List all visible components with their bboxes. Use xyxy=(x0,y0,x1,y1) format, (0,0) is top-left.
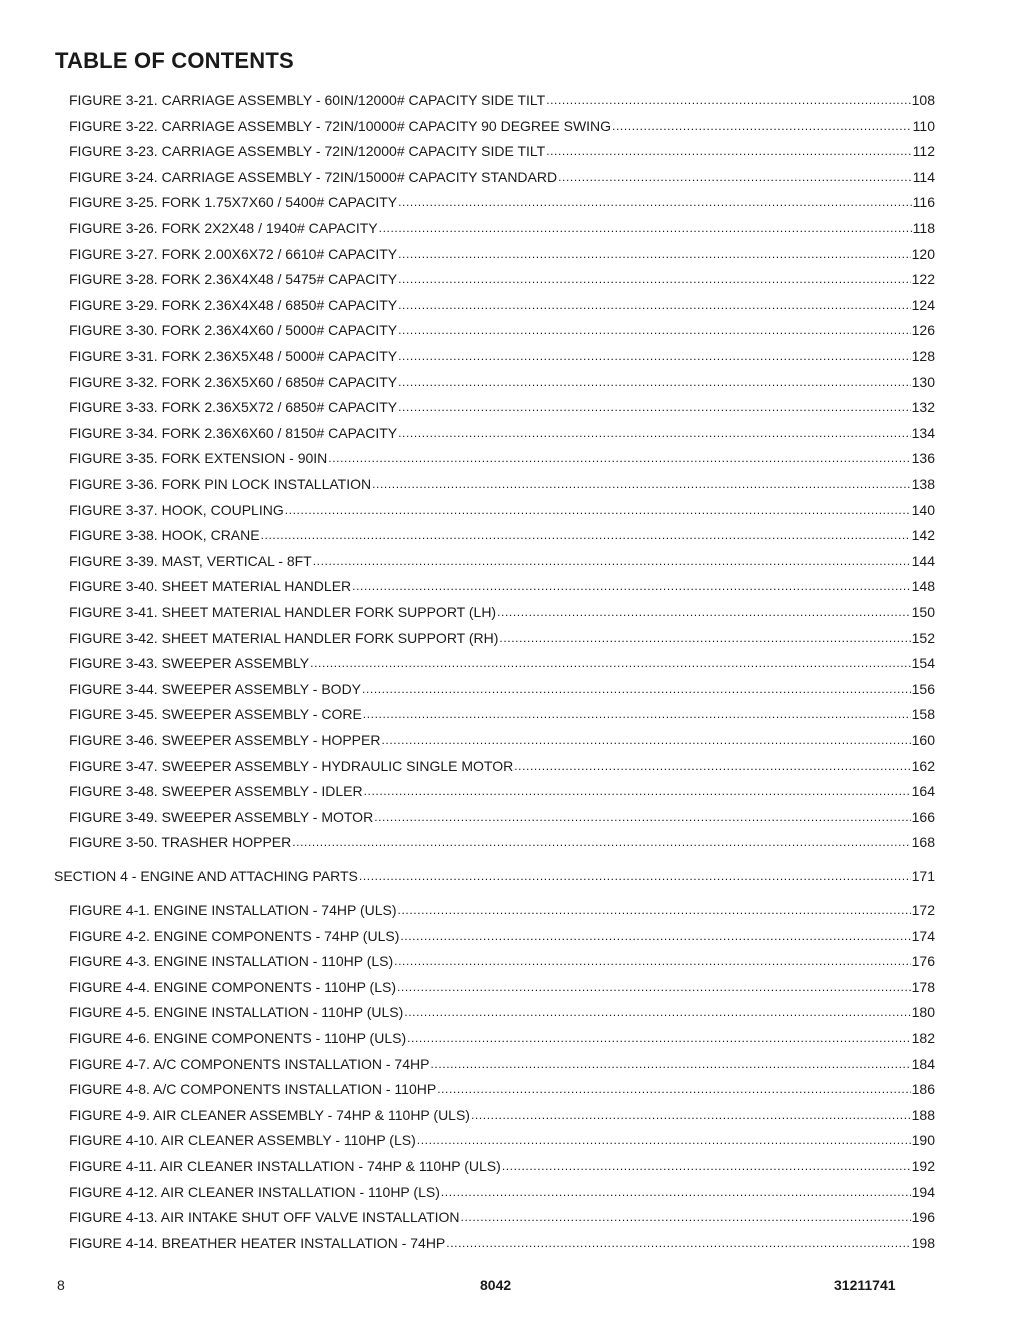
toc-entry-page: 176 xyxy=(911,953,935,970)
toc-entry-page: 130 xyxy=(911,373,935,390)
toc-entry-page: 122 xyxy=(911,271,935,288)
toc-entry[interactable] xyxy=(69,91,935,109)
toc-entry-page: 112 xyxy=(912,143,935,160)
toc-entry-label: SECTION 4 - ENGINE AND ATTACHING PARTS xyxy=(54,868,358,885)
toc-entry-page: 144 xyxy=(911,552,935,569)
toc-entry[interactable] xyxy=(69,833,935,851)
toc-entry-page: 174 xyxy=(911,927,935,944)
toc-entry-label: FIGURE 3-50. TRASHER HOPPER xyxy=(69,834,292,851)
toc-entry-label: FIGURE 3-31. FORK 2.36X5X48 / 5000# CAPACITY xyxy=(69,348,398,364)
toc-entry[interactable] xyxy=(69,373,935,391)
toc-entry-label: FIGURE 3-24. CARRIAGE ASSEMBLY - 72IN/15000# CAPACITY STANDARD xyxy=(69,168,558,185)
toc-entry[interactable] xyxy=(69,117,935,135)
toc-entry[interactable] xyxy=(69,398,935,416)
toc-entry-page: 142 xyxy=(911,527,935,544)
toc-entry-page: 180 xyxy=(911,1004,935,1021)
dot-leader xyxy=(400,926,910,945)
toc-entry-label: FIGURE 3-41. SHEET MATERIAL HANDLER FORK SUPPORT (LH) xyxy=(69,604,497,620)
toc-entry-page: 124 xyxy=(911,296,935,313)
toc-entry[interactable] xyxy=(69,142,935,160)
toc-entry[interactable] xyxy=(69,1106,935,1124)
toc-entry[interactable] xyxy=(69,1080,935,1098)
toc-entry-label: FIGURE 3-43. SWEEPER ASSEMBLY xyxy=(69,655,310,672)
toc-entry-page: 136 xyxy=(911,450,935,467)
dot-leader xyxy=(446,1233,910,1252)
toc-entry[interactable] xyxy=(69,168,935,186)
toc-entry[interactable] xyxy=(69,296,935,314)
dot-leader xyxy=(313,551,911,570)
toc-entry[interactable] xyxy=(69,782,935,800)
toc-entry-label: FIGURE 4-3. ENGINE INSTALLATION - 110HP (LS) xyxy=(69,953,394,970)
dot-leader xyxy=(499,628,910,647)
toc-entry[interactable] xyxy=(69,1208,935,1226)
toc-entry-label: FIGURE 3-29. FORK 2.36X4X48 / 6850# CAPACITY xyxy=(69,296,398,313)
toc-entry[interactable] xyxy=(69,270,935,288)
dot-leader xyxy=(398,423,911,442)
toc-entry-label: FIGURE 4-14. BREATHER HEATER INSTALLATION - 74HP xyxy=(69,1234,446,1251)
dot-leader xyxy=(398,346,911,365)
toc-entry-page: 188 xyxy=(911,1106,935,1123)
toc-entry-page: 120 xyxy=(911,245,935,262)
dot-leader xyxy=(461,1207,911,1226)
toc-entry-label: FIGURE 3-37. HOOK, COUPLING xyxy=(69,501,284,518)
toc-entry-label: FIGURE 4-2. ENGINE COMPONENTS - 74HP (ULS) xyxy=(69,927,400,944)
toc-entry-page: 126 xyxy=(911,322,935,339)
toc-entry-label: FIGURE 3-47. SWEEPER ASSEMBLY - HYDRAULIC SINGLE MOTOR xyxy=(69,757,514,774)
toc-entry-label: FIGURE 3-49. SWEEPER ASSEMBLY - MOTOR xyxy=(69,808,374,825)
toc-entry[interactable] xyxy=(69,705,935,723)
toc-entry-label: FIGURE 3-27. FORK 2.00X6X72 / 6610# CAPACITY xyxy=(69,245,398,262)
dot-leader xyxy=(328,448,910,467)
footer-part-number: 31211741 xyxy=(834,1277,896,1293)
toc-entry-page: 168 xyxy=(911,834,935,851)
toc-entry-page: 116 xyxy=(912,194,935,211)
toc-entry-label: FIGURE 3-33. FORK 2.36X5X72 / 6850# CAPACITY xyxy=(69,399,398,416)
toc-entry-label: FIGURE 3-36. FORK PIN LOCK INSTALLATION xyxy=(69,476,372,492)
toc-entry[interactable] xyxy=(69,1234,935,1252)
toc-entry[interactable] xyxy=(69,757,935,775)
dot-leader xyxy=(441,1182,911,1201)
dot-leader xyxy=(407,1028,911,1047)
toc-entry-page: 166 xyxy=(911,808,935,825)
toc-entry[interactable] xyxy=(69,1003,935,1021)
toc-entry-page: 140 xyxy=(911,501,935,518)
toc-entry-label: FIGURE 4-12. AIR CLEANER INSTALLATION - 110HP (LS) xyxy=(69,1183,440,1200)
toc-entry[interactable] xyxy=(69,978,935,996)
dot-leader xyxy=(398,320,911,339)
toc-entry-label: FIGURE 4-13. AIR INTAKE SHUT OFF VALVE INSTALLATION xyxy=(69,1209,460,1226)
toc-entry[interactable] xyxy=(69,1157,935,1175)
toc-entry-page: 194 xyxy=(911,1183,935,1200)
footer-page-number: 8 xyxy=(57,1277,65,1293)
toc-entry-label: FIGURE 3-32. FORK 2.36X5X60 / 6850# CAPACITY xyxy=(69,373,398,390)
toc-entry-label: FIGURE 3-26. FORK 2X2X48 / 1940# CAPACITY xyxy=(69,220,378,236)
toc-entry-page: 152 xyxy=(911,629,935,646)
toc-entry[interactable] xyxy=(69,1183,935,1201)
toc-entry-label: FIGURE 3-39. MAST, VERTICAL - 8FT xyxy=(69,552,312,569)
dot-leader xyxy=(362,679,911,698)
dot-leader xyxy=(417,1130,911,1149)
toc-entry[interactable] xyxy=(69,680,935,698)
toc-entry-page: 114 xyxy=(912,168,935,185)
toc-entry-page: 184 xyxy=(911,1055,935,1072)
dot-leader xyxy=(381,730,910,749)
toc-entry-page: 110 xyxy=(912,117,935,134)
toc-section-entry[interactable] xyxy=(54,867,935,885)
toc-entry[interactable] xyxy=(69,475,935,493)
toc-entry[interactable] xyxy=(69,449,935,467)
dot-leader xyxy=(398,900,911,919)
dot-leader xyxy=(398,192,912,211)
toc-entry[interactable] xyxy=(69,1055,935,1073)
toc-entry-page: 128 xyxy=(911,348,935,364)
dot-leader xyxy=(359,866,911,885)
toc-entry-label: FIGURE 3-23. CARRIAGE ASSEMBLY - 72IN/12000# CAPACITY SIDE TILT xyxy=(69,143,546,160)
dot-leader xyxy=(502,1156,911,1175)
toc-entry-page: 156 xyxy=(911,680,935,697)
toc-entry-label: FIGURE 3-28. FORK 2.36X4X48 / 5475# CAPACITY xyxy=(69,271,398,288)
toc-entry-label: FIGURE 3-22. CARRIAGE ASSEMBLY - 72IN/10000# CAPACITY 90 DEGREE SWING xyxy=(69,117,612,134)
dot-leader xyxy=(292,832,910,851)
toc-entry-label: FIGURE 4-8. A/C COMPONENTS INSTALLATION - 110HP xyxy=(69,1081,437,1098)
toc-entry-page: 138 xyxy=(911,476,935,492)
toc-entry-label: FIGURE 4-11. AIR CLEANER INSTALLATION - 74HP & 110HP (ULS) xyxy=(69,1158,501,1174)
toc-entry-page: 196 xyxy=(911,1209,935,1226)
dot-leader xyxy=(363,704,911,723)
toc-entry-label: FIGURE 3-34. FORK 2.36X6X60 / 8150# CAPACITY xyxy=(69,424,398,441)
toc-entry-page: 198 xyxy=(911,1234,935,1251)
toc-entry-page: 192 xyxy=(911,1158,935,1174)
dot-leader xyxy=(379,218,912,237)
dot-leader xyxy=(394,951,910,970)
toc-entry[interactable] xyxy=(69,526,935,544)
toc-entry-page: 108 xyxy=(911,92,935,108)
toc-entry[interactable] xyxy=(69,193,935,211)
toc-entry-label: FIGURE 3-21. CARRIAGE ASSEMBLY - 60IN/12000# CAPACITY SIDE TILT xyxy=(69,92,546,108)
toc-entry[interactable] xyxy=(69,927,935,945)
toc-entry-page: 154 xyxy=(911,655,935,672)
dot-leader xyxy=(404,1002,910,1021)
dot-leader xyxy=(497,602,911,621)
dot-leader xyxy=(352,576,911,595)
toc-entry-page: 190 xyxy=(911,1132,935,1149)
dot-leader xyxy=(285,500,911,519)
dot-leader xyxy=(471,1105,911,1124)
dot-leader xyxy=(374,807,910,826)
toc-entry-page: 186 xyxy=(911,1081,935,1098)
dot-leader xyxy=(397,977,911,996)
dot-leader xyxy=(364,781,911,800)
toc-entry[interactable] xyxy=(69,808,935,826)
toc-entry-label: FIGURE 3-38. HOOK, CRANE xyxy=(69,527,260,544)
dot-leader xyxy=(398,244,911,263)
toc-entry-page: 182 xyxy=(911,1030,935,1046)
dot-leader xyxy=(398,269,911,288)
dot-leader xyxy=(372,474,911,493)
toc-entry-page: 158 xyxy=(911,706,935,723)
toc-entry[interactable] xyxy=(69,1029,935,1047)
dot-leader xyxy=(261,525,911,544)
toc-entry-page: 134 xyxy=(911,424,935,441)
toc-entry-label: FIGURE 4-5. ENGINE INSTALLATION - 110HP (ULS) xyxy=(69,1004,404,1021)
toc-entry[interactable] xyxy=(69,952,935,970)
toc-entry-label: FIGURE 3-44. SWEEPER ASSEMBLY - BODY xyxy=(69,680,362,697)
dot-leader xyxy=(430,1054,910,1073)
toc-entry-page: 132 xyxy=(911,399,935,416)
toc-entry-page: 148 xyxy=(911,578,935,595)
toc-entry-page: 118 xyxy=(912,220,935,236)
page-title: TABLE OF CONTENTS xyxy=(55,48,294,73)
toc-entry[interactable] xyxy=(69,731,935,749)
toc-entry-label: FIGURE 3-46. SWEEPER ASSEMBLY - HOPPER xyxy=(69,732,381,748)
toc-entry-label: FIGURE 3-40. SHEET MATERIAL HANDLER xyxy=(69,578,352,595)
dot-leader xyxy=(398,295,911,314)
toc-entry[interactable] xyxy=(69,219,935,237)
toc-entry-label: FIGURE 3-30. FORK 2.36X4X60 / 5000# CAPACITY xyxy=(69,322,398,339)
toc-entry-page: 164 xyxy=(911,783,935,800)
toc-entry-label: FIGURE 3-48. SWEEPER ASSEMBLY - IDLER xyxy=(69,783,363,800)
toc-entry-label: FIGURE 4-4. ENGINE COMPONENTS - 110HP (LS) xyxy=(69,978,396,995)
toc-entry-label: FIGURE 4-7. A/C COMPONENTS INSTALLATION - 74HP xyxy=(69,1055,430,1072)
dot-leader xyxy=(437,1079,910,1098)
toc-entry-label: FIGURE 4-9. AIR CLEANER ASSEMBLY - 74HP & 110HP (ULS) xyxy=(69,1106,470,1123)
dot-leader xyxy=(546,90,910,109)
toc-entry-label: FIGURE 4-6. ENGINE COMPONENTS - 110HP (ULS) xyxy=(69,1030,407,1046)
toc-entry[interactable] xyxy=(69,552,935,570)
toc-entry[interactable] xyxy=(69,424,935,442)
toc-entry[interactable] xyxy=(69,603,935,621)
toc-entry[interactable] xyxy=(69,501,935,519)
toc-entry[interactable] xyxy=(69,1131,935,1149)
toc-entry[interactable] xyxy=(69,347,935,365)
dot-leader xyxy=(612,116,912,135)
toc-entry[interactable] xyxy=(69,654,935,672)
dot-leader xyxy=(558,167,912,186)
toc-entry-label: FIGURE 3-25. FORK 1.75X7X60 / 5400# CAPACITY xyxy=(69,194,398,211)
toc-entry[interactable] xyxy=(69,629,935,647)
toc-entry-page: 150 xyxy=(911,604,935,620)
toc-entry-page: 160 xyxy=(911,732,935,748)
toc-entry[interactable] xyxy=(69,321,935,339)
toc-entry[interactable] xyxy=(69,245,935,263)
dot-leader xyxy=(398,397,911,416)
toc-entry-label: FIGURE 4-10. AIR CLEANER ASSEMBLY - 110HP (LS) xyxy=(69,1132,416,1149)
toc-entry-label: FIGURE 3-45. SWEEPER ASSEMBLY - CORE xyxy=(69,706,362,723)
dot-leader xyxy=(310,653,910,672)
toc-entry-label: FIGURE 4-1. ENGINE INSTALLATION - 74HP (ULS) xyxy=(69,902,397,918)
dot-leader xyxy=(514,756,910,775)
toc-entry-page: 178 xyxy=(911,978,935,995)
toc-entry[interactable] xyxy=(69,577,935,595)
toc-entry-label: FIGURE 3-42. SHEET MATERIAL HANDLER FORK SUPPORT (RH) xyxy=(69,629,499,646)
toc-entry-page: 162 xyxy=(911,757,935,774)
dot-leader xyxy=(398,372,911,391)
toc-entry-label: FIGURE 3-35. FORK EXTENSION - 90IN xyxy=(69,450,328,467)
toc-entry-page: 172 xyxy=(911,902,935,918)
toc-entry-page: 171 xyxy=(911,868,935,885)
footer-model: 8042 xyxy=(480,1277,512,1293)
dot-leader xyxy=(546,141,911,160)
toc-entry[interactable] xyxy=(69,901,935,919)
